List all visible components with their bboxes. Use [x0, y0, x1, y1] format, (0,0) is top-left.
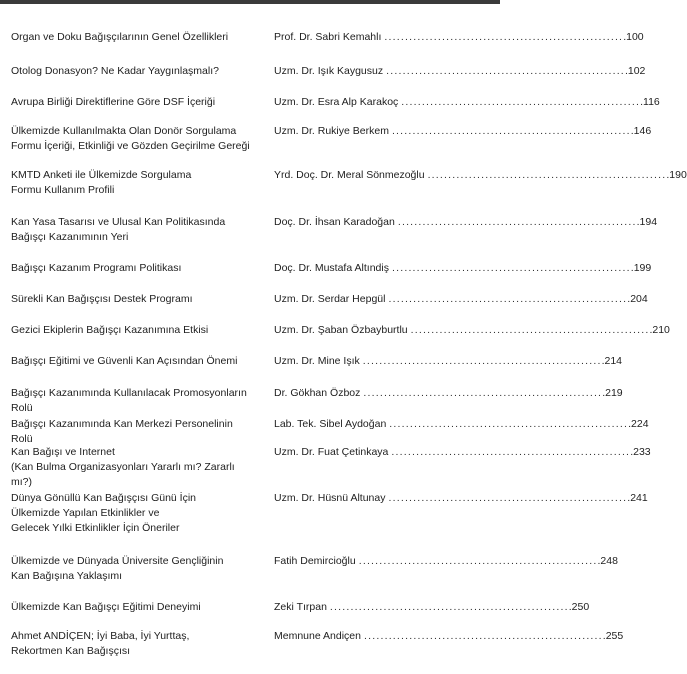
dot-leader: .......................................................... — [362, 355, 602, 367]
entry-author: Prof. Dr. Sabri Kemahlı — [274, 31, 382, 43]
entry-page-number: .224 — [628, 418, 649, 430]
entry-title — [11, 554, 256, 584]
entry-author-page — [274, 64, 646, 79]
entry-title-line: Ahmet ANDİÇEN; İyi Baba, İyi Yurttaş, — [11, 630, 190, 642]
entry-title-line: Bağışçı Kazanımında Kan Merkezi Personelinin Rolü — [11, 418, 233, 445]
entry-author-page — [274, 124, 652, 139]
dot-leader: .......................................................... — [329, 601, 569, 613]
entry-title-line: Ülkemizde Kullanılmakta Olan Donör Sorgulama — [11, 125, 237, 137]
top-rule — [0, 0, 500, 4]
entry-author: Doç. Dr. Mustafa Altındiş — [274, 262, 389, 274]
entry-title — [11, 168, 256, 198]
entry-author: Lab. Tek. Sibel Aydoğan — [274, 418, 387, 430]
entry-title — [11, 354, 256, 369]
dot-leader: .......................................................... — [363, 630, 603, 642]
entry-page-number: .248 — [597, 555, 618, 567]
entry-author: Uzm. Dr. Hüsnü Altunay — [274, 492, 386, 504]
dot-leader: .......................................................... — [397, 216, 637, 228]
entry-title-line: Kan Bağışı ve Internet — [11, 446, 115, 458]
entry-title — [11, 30, 256, 45]
entry-author: Fatih Demircioğlu — [274, 555, 356, 567]
dot-leader: .......................................................... — [391, 125, 631, 137]
dot-leader: .......................................................... — [388, 492, 628, 504]
entry-title — [11, 292, 256, 307]
dot-leader: .......................................................... — [427, 169, 667, 181]
entry-author-page — [274, 354, 623, 369]
entry-author: Uzm. Dr. Fuat Çetinkaya — [274, 446, 389, 458]
entry-title-line: Formu İçeriği, Etkinliği ve Gözden Geçirilme Gereği — [11, 140, 250, 152]
entry-page-number: .102 — [624, 65, 646, 77]
entry-title-line: Ülkemizde Kan Bağışçı Eğitimi Deneyimi — [11, 601, 201, 613]
entry-author: Uzm. Dr. Şaban Özbayburtlu — [274, 324, 408, 336]
entry-page-number: .116 — [640, 96, 660, 108]
entry-title-line: Ülkemizde Yapılan Etkinlikler ve — [11, 507, 160, 519]
entry-title-line: Gezici Ekiplerin Bağışçı Kazanımına Etkisi — [11, 324, 209, 336]
entry-author: Uzm. Dr. Esra Alp Karakoç — [274, 96, 399, 108]
entry-page-number: .250 — [568, 601, 590, 613]
dot-leader: .......................................................... — [389, 418, 629, 430]
entry-title — [11, 215, 256, 245]
entry-author-page — [274, 95, 660, 110]
entry-page-number: .146 — [630, 125, 652, 137]
entry-title-line: Kan Yasa Tasarısı ve Ulusal Kan Politikasında — [11, 216, 226, 228]
entry-title-line: Bağışçı Kazanım Programı Politikası — [11, 262, 182, 274]
entry-page-number: .100 — [623, 31, 644, 43]
entry-title — [11, 491, 256, 536]
entry-title — [11, 323, 256, 338]
entry-page-number: .194 — [636, 216, 658, 228]
entry-title-line: Rekortmen Kan Bağışçısı — [11, 645, 131, 657]
entry-title-line: Bağışçı Kazanımının Yeri — [11, 231, 129, 243]
entry-title-line: KMTD Anketi ile Ülkemizde Sorgulama — [11, 169, 192, 181]
entry-title-line: Formu Kullanım Profili — [11, 184, 115, 196]
dot-leader: .......................................................... — [401, 96, 641, 108]
entry-title — [11, 95, 256, 110]
entry-author: Doç. Dr. İhsan Karadoğan — [274, 216, 395, 228]
entry-author: Zeki Tırpan — [274, 601, 327, 613]
entry-title — [11, 64, 256, 79]
entry-title — [11, 417, 256, 447]
entry-title-line: Ülkemizde ve Dünyada Üniversite Gençliğinin — [11, 555, 224, 567]
entry-page-number: .255 — [602, 630, 624, 642]
entry-page-number: .199 — [630, 262, 652, 274]
entry-title-line: Dünya Gönüllü Kan Bağışçısı Günü İçin — [11, 492, 197, 504]
dot-leader: .......................................................... — [410, 324, 650, 336]
entry-author-page — [274, 600, 590, 615]
entry-title — [11, 124, 256, 154]
dot-leader: .......................................................... — [386, 65, 625, 77]
dot-leader: .......................................................... — [363, 387, 603, 399]
entry-title-line: Bağışçı Kazanımında Kullanılacak Promosyonların Rolü — [11, 387, 247, 414]
entry-author-page — [274, 386, 623, 401]
entry-author-page — [274, 168, 687, 183]
entry-title-line: Sürekli Kan Bağışçısı Destek Programı — [11, 293, 193, 305]
entry-title — [11, 445, 256, 490]
entry-page-number: .233 — [630, 446, 651, 458]
entry-page-number: .214 — [601, 355, 623, 367]
entry-title — [11, 600, 256, 615]
entry-title-line: Gelecek Yılki Etkinlikler İçin Öneriler — [11, 522, 180, 534]
entry-author: Yrd. Doç. Dr. Meral Sönmezoğlu — [274, 169, 425, 181]
entry-page-number: .210 — [649, 324, 670, 336]
entry-title-line: Otolog Donasyon? Ne Kadar Yaygınlaşmalı? — [11, 65, 219, 77]
dot-leader: .......................................................... — [384, 31, 624, 43]
dot-leader: .......................................................... — [391, 262, 631, 274]
entry-author-page — [274, 292, 648, 307]
entry-author: Uzm. Dr. Rukiye Berkem — [274, 125, 389, 137]
entry-author: Uzm. Dr. Işık Kaygusuz — [274, 65, 384, 77]
entry-author-page — [274, 323, 670, 338]
entry-page-number: .219 — [602, 387, 623, 399]
entry-title-line: Organ ve Doku Bağışçılarının Genel Özellikleri — [11, 31, 229, 43]
entry-author: Uzm. Dr. Mine Işık — [274, 355, 360, 367]
entry-author-page — [274, 554, 618, 569]
entry-title — [11, 629, 256, 659]
entry-author: Memnune Andiçen — [274, 630, 361, 642]
entry-page-number: .190 — [666, 169, 687, 181]
entry-author-page — [274, 215, 658, 230]
entry-title-line: Bağışçı Eğitimi ve Güvenli Kan Açısından Önemi — [11, 355, 238, 367]
entry-title-line: Kan Bağışına Yaklaşımı — [11, 570, 123, 582]
entry-title-line: (Kan Bulma Organizasyonları Yararlı mı? Zararlı mı?) — [11, 461, 235, 488]
entry-author: Dr. Gökhan Özboz — [274, 387, 361, 399]
dot-leader: .......................................................... — [391, 446, 631, 458]
entry-title-line: Avrupa Birliği Direktiflerine Göre DSF İçeriği — [11, 96, 216, 108]
entry-author-page — [274, 445, 651, 460]
entry-author-page — [274, 30, 644, 45]
entry-page-number: .241 — [627, 492, 648, 504]
entry-page-number: .204 — [627, 293, 648, 305]
entry-author-page — [274, 417, 649, 432]
dot-leader: .......................................................... — [388, 293, 628, 305]
entry-author: Uzm. Dr. Serdar Hepgül — [274, 293, 386, 305]
dot-leader: .......................................................... — [358, 555, 598, 567]
entry-title — [11, 261, 256, 276]
entry-title — [11, 386, 256, 416]
entry-author-page — [274, 261, 652, 276]
entry-author-page — [274, 629, 624, 644]
entry-author-page — [274, 491, 648, 506]
